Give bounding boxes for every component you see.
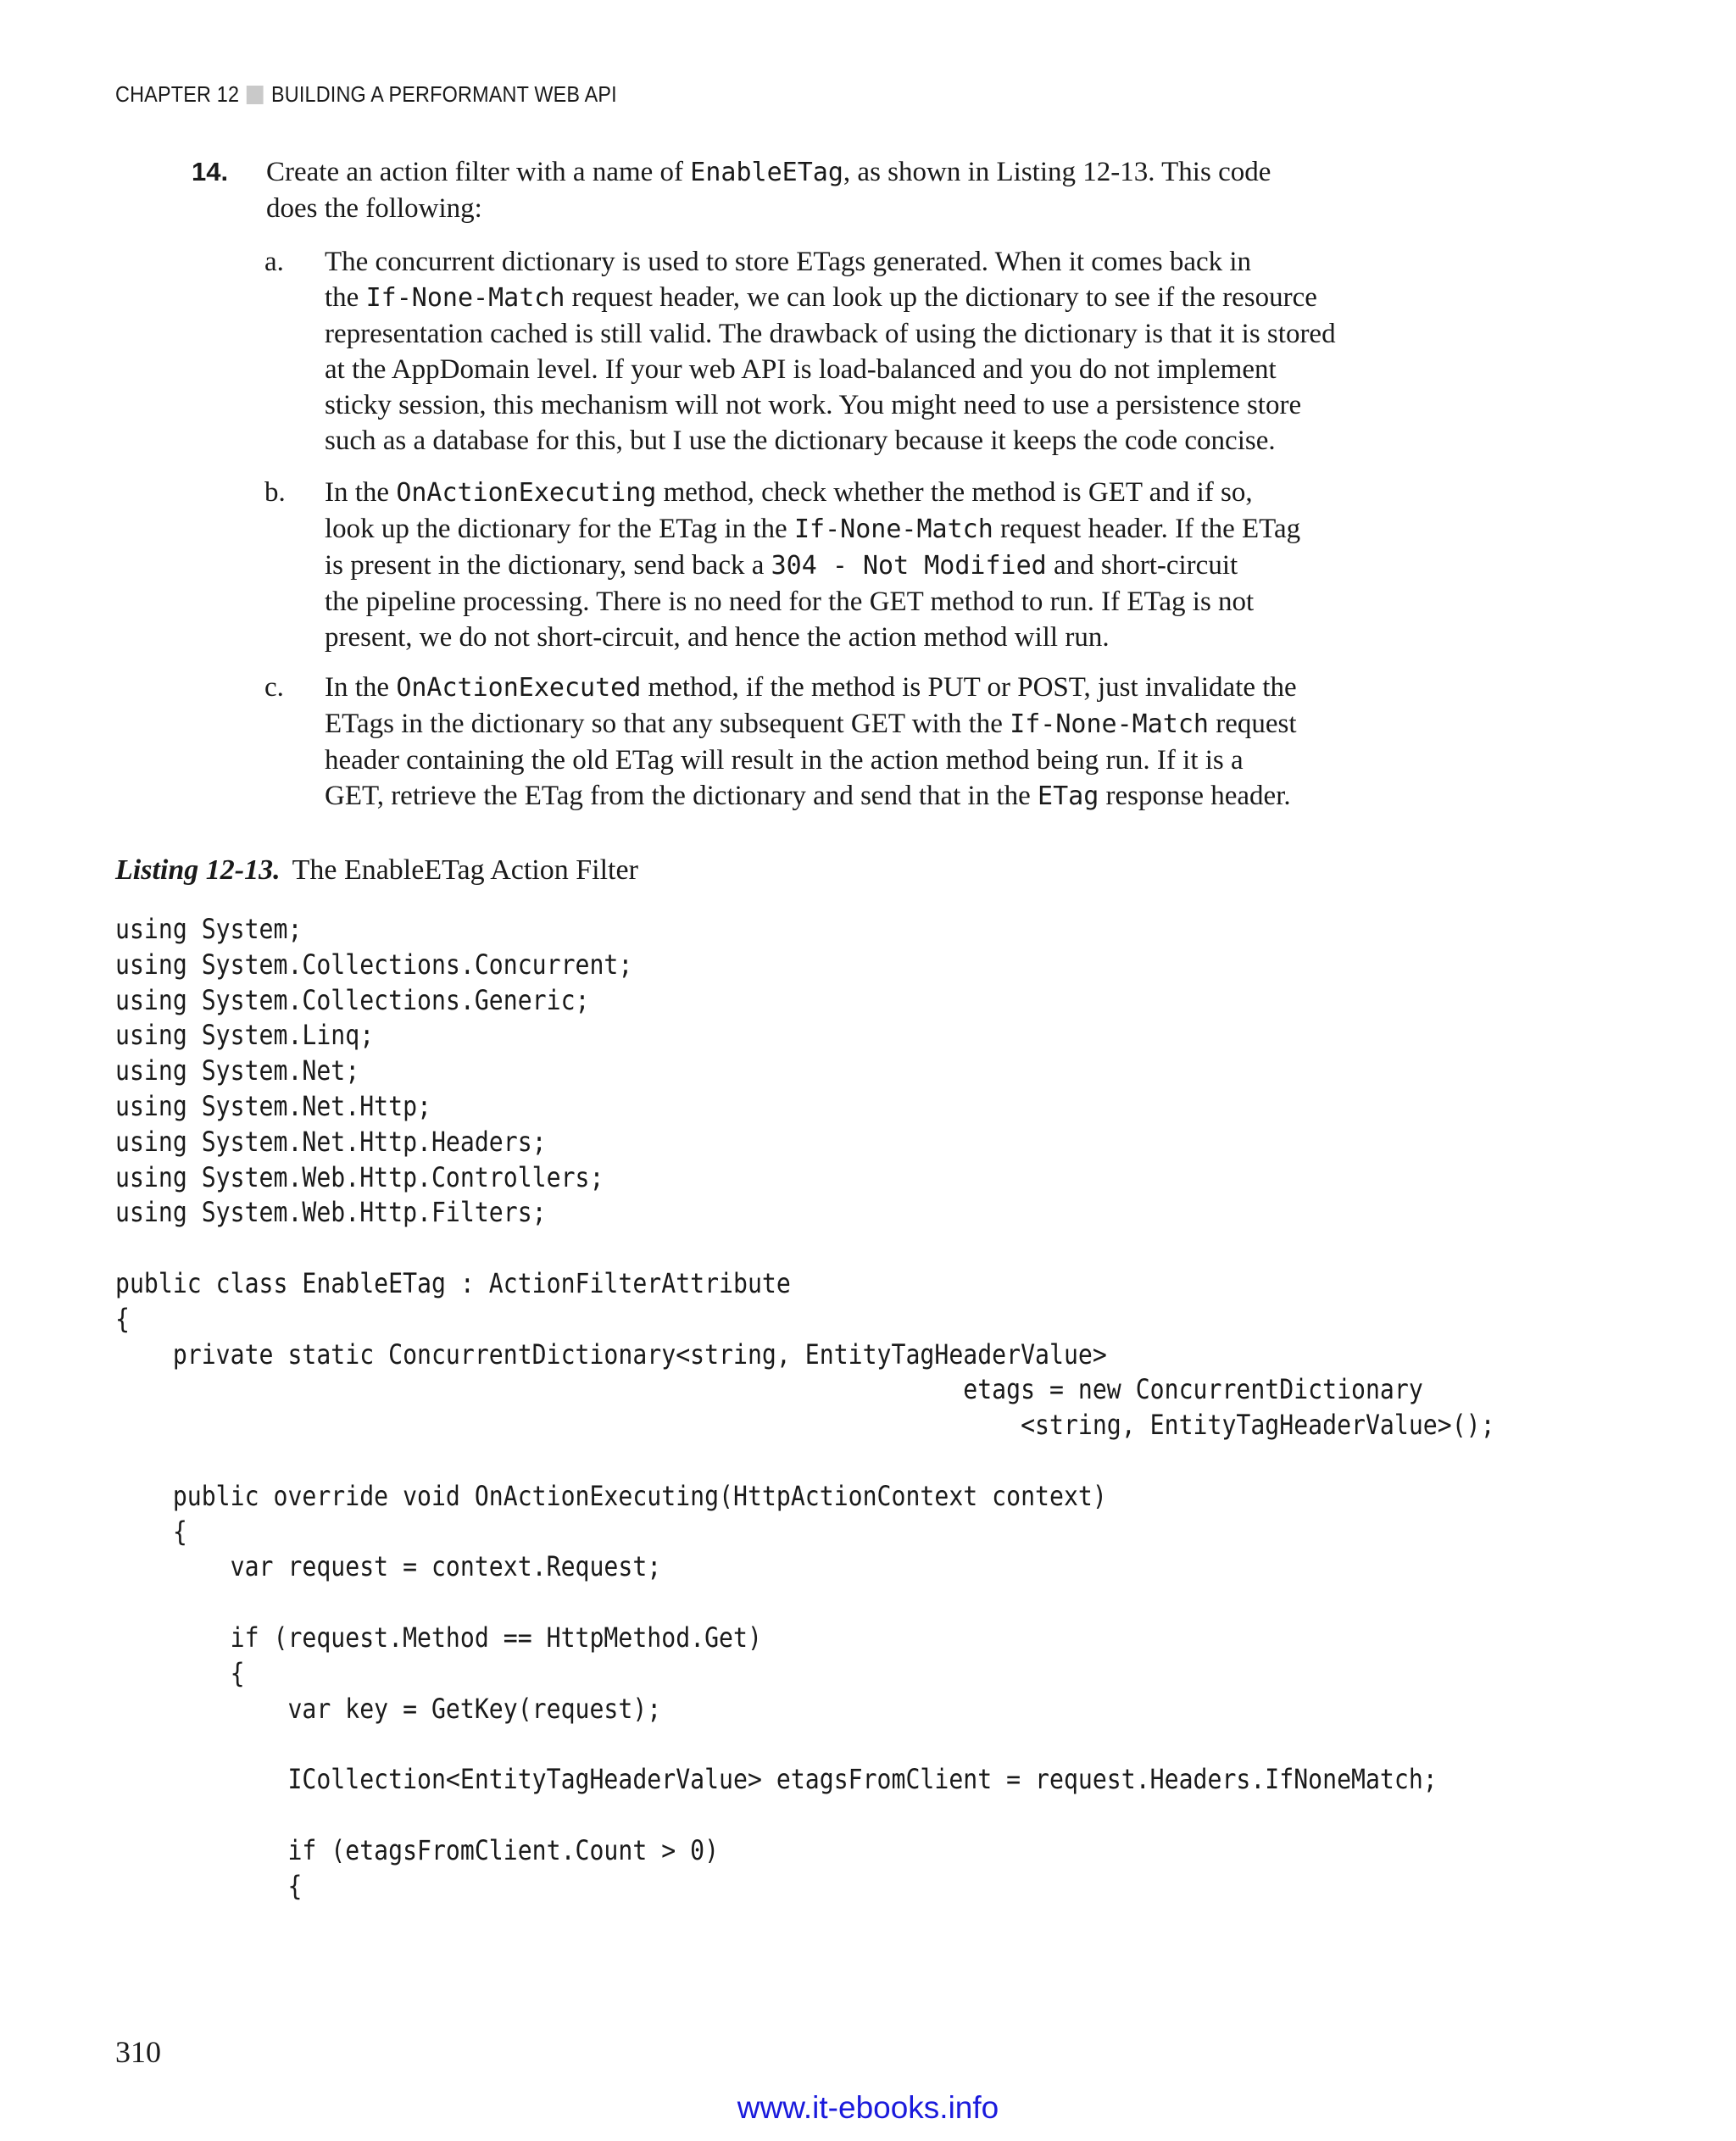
text-part: In the xyxy=(325,477,397,508)
text-part: method, check whether the method is GET and if so, xyxy=(656,477,1253,508)
subitem-body xyxy=(325,475,1393,655)
text-part: GET, retrieve the ETag from the dictionary and send that in the xyxy=(325,781,1038,811)
text-line: such as a database for this, but I use the dictionary because it keeps the code concise. xyxy=(325,425,1276,456)
page-number: 310 xyxy=(115,2035,161,2069)
inline-code: If-None-Match xyxy=(365,283,565,313)
subitem-letter: b. xyxy=(264,477,286,508)
step-text-part: Create an action filter with a name of xyxy=(266,157,691,187)
text-line xyxy=(325,670,1393,706)
text-line xyxy=(325,280,1393,316)
chapter-label: CHAPTER 12 xyxy=(115,81,240,107)
inline-code: OnActionExecuting xyxy=(396,478,657,508)
text-part: request header. If the ETag xyxy=(993,514,1301,544)
text-line xyxy=(325,475,1393,511)
chapter-title: BUILDING A PERFORMANT WEB API xyxy=(270,81,617,107)
running-head xyxy=(115,81,617,108)
text-line xyxy=(325,778,1393,815)
text-part: and short-circuit xyxy=(1046,550,1238,581)
step-text xyxy=(266,154,1368,226)
step-number: 14. xyxy=(192,157,229,186)
text-part: In the xyxy=(325,672,397,703)
text-line: present, we do not short-circuit, and hence the action method will run. xyxy=(325,622,1110,653)
text-part: ETags in the dictionary so that any subsequent GET with the xyxy=(325,709,1010,739)
text-line: header containing the old ETag will result in the action method being run. If it is a xyxy=(325,745,1244,776)
code-listing: using System; using System.Collections.Concurrent; using System.Collections.Generic; using System.Linq; using System.Net; using System.Net.Http; using System.Net.Http.Headers; using System.Web.Http.Controllers; using System.Web.Http.Filters; public class EnableETag : ActionFilterAttribute { private static ConcurrentDictionary<string, EntityTagHeaderValue> etags = new ConcurrentDictionary <string, EntityTagHeaderValue>(); public override void OnActionExecuting(HttpActionContext context) { var request = context.Request; if (request.Method == HttpMethod.Get) { var key = GetKey(request); ICollection<EntityTagHeaderValue> etagsFromClient = request.Headers.IfNoneMatch; if (etagsFromClient.Count > 0) { xyxy=(115,913,1495,1902)
separator-square-icon xyxy=(247,86,264,104)
footer-link[interactable]: www.it-ebooks.info xyxy=(737,2090,999,2125)
inline-code: If-None-Match xyxy=(1010,709,1209,739)
text-line xyxy=(325,548,1393,584)
text-part: request header, we can look up the dictionary to see if the resource xyxy=(565,282,1317,313)
subitem-body xyxy=(325,244,1393,459)
listing-caption xyxy=(115,854,638,887)
text-line: sticky session, this mechanism will not work. You might need to use a persistence store xyxy=(325,390,1302,420)
inline-code: 304 - Not Modified xyxy=(771,551,1047,581)
subitem-letter: a. xyxy=(264,247,284,277)
text-part: response header. xyxy=(1099,781,1291,811)
text-part: is present in the dictionary, send back a xyxy=(325,550,771,581)
text-part: method, if the method is PUT or POST, just invalidate the xyxy=(641,672,1297,703)
inline-code: EnableETag xyxy=(690,158,843,187)
inline-code: If-None-Match xyxy=(793,514,993,544)
text-line xyxy=(325,511,1393,548)
listing-title: The EnableETag Action Filter xyxy=(292,854,638,886)
subitem-letter: c. xyxy=(264,672,284,703)
text-part: look up the dictionary for the ETag in the xyxy=(325,514,794,544)
subitem-body xyxy=(325,670,1393,815)
text-line xyxy=(325,706,1393,742)
inline-code: OnActionExecuted xyxy=(396,673,642,703)
step-text-part: , as shown in Listing 12-13. This code xyxy=(843,157,1271,187)
step-text-line: does the following: xyxy=(266,193,482,224)
text-line: the pipeline processing. There is no need for the GET method to run. If ETag is not xyxy=(325,587,1255,617)
text-line: representation cached is still valid. The drawback of using the dictionary is that it is stored xyxy=(325,319,1336,349)
text-line: The concurrent dictionary is used to store ETags generated. When it comes back in xyxy=(325,247,1252,277)
text-line: at the AppDomain level. If your web API is load-balanced and you do not implement xyxy=(325,354,1277,385)
text-part: the xyxy=(325,282,366,313)
inline-code: ETag xyxy=(1038,781,1099,811)
text-part: request xyxy=(1209,709,1297,739)
listing-label: Listing 12-13. xyxy=(115,854,281,886)
